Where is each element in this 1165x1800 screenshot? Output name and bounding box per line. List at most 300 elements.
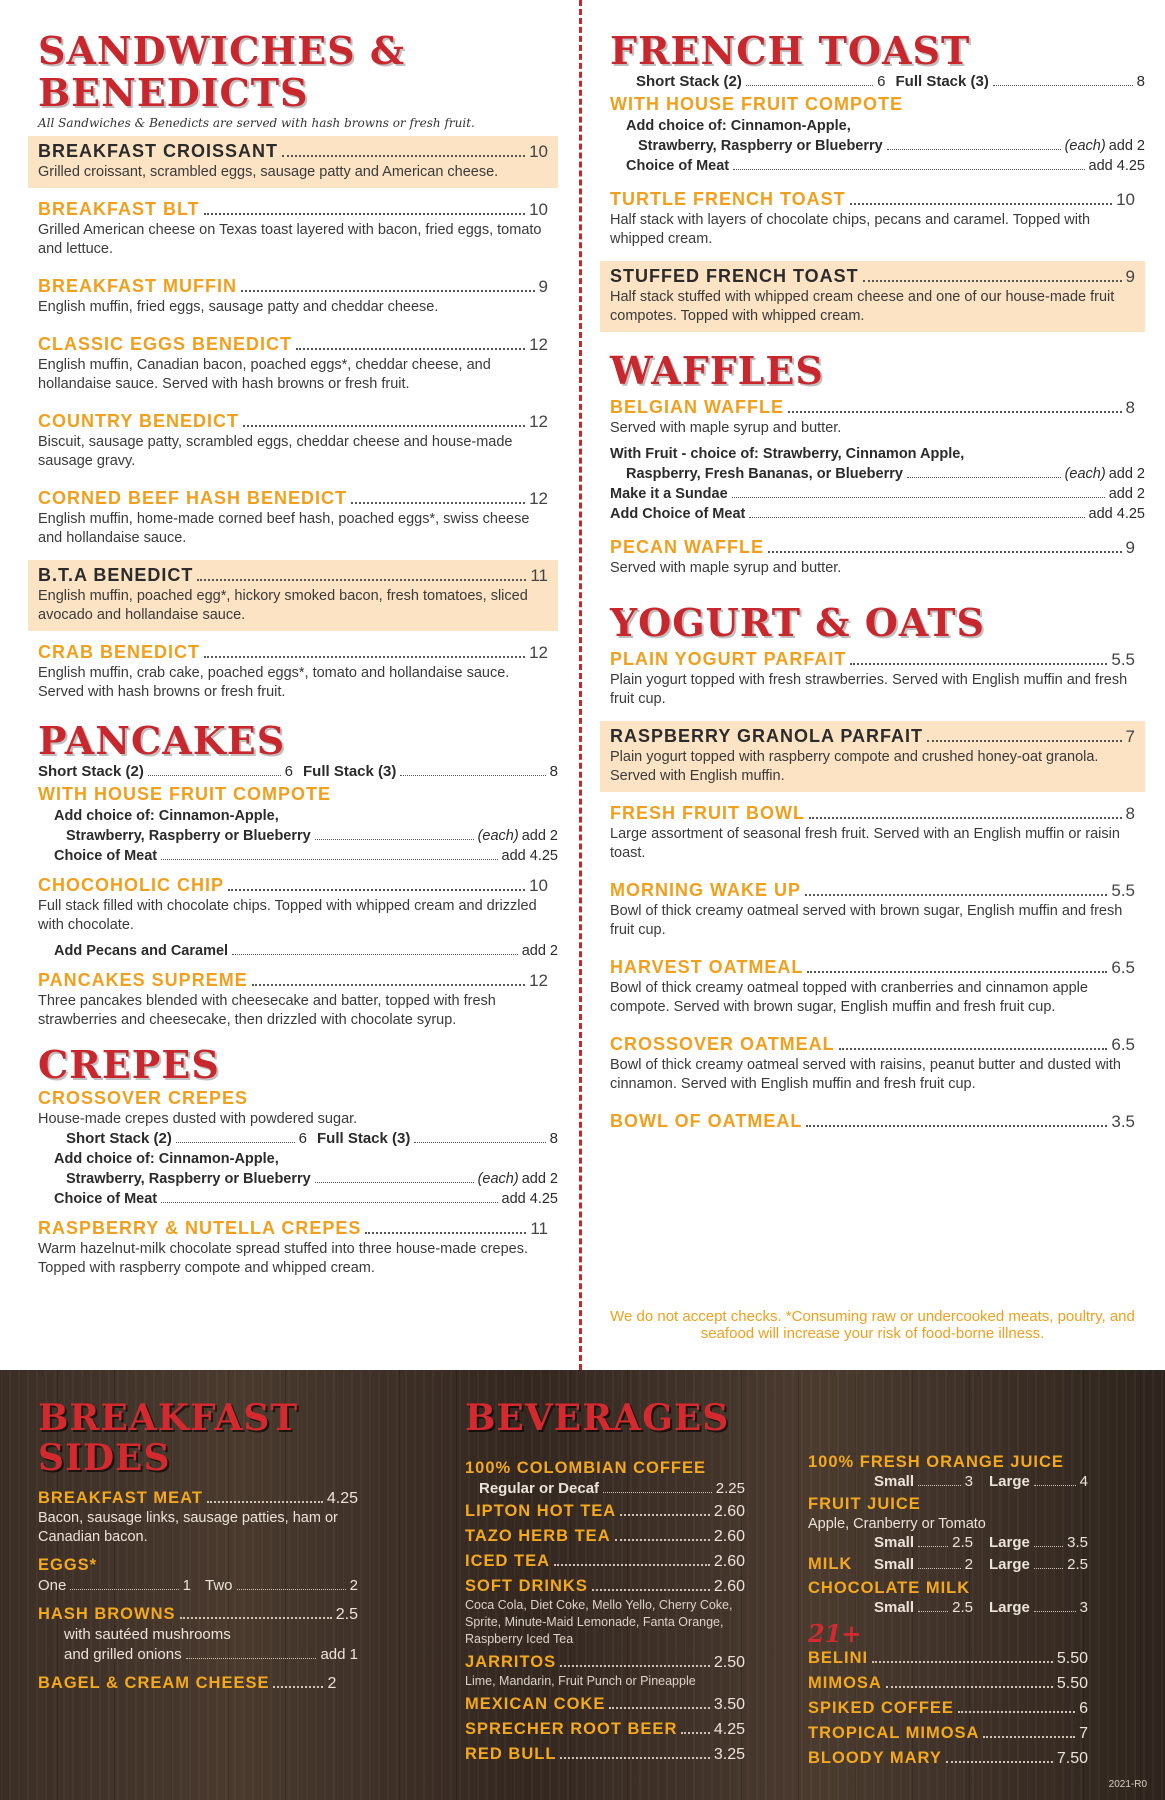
leader-dots bbox=[560, 1665, 710, 1667]
full-stack-label: Full Stack (3) bbox=[303, 763, 397, 780]
item-desc: Bowl of thick creamy oatmeal served with brown sugar, English muffin and fresh fruit cup. bbox=[610, 903, 1123, 938]
menu-text: 8 bbox=[549, 1130, 558, 1147]
beverages-column-2 bbox=[798, 1452, 1098, 1773]
stack-prices bbox=[600, 72, 1145, 92]
item-price: 9 bbox=[1125, 267, 1135, 286]
item-desc: Plain yogurt topped with raspberry compote and crushed honey-oat granola. Served with English muffin. bbox=[610, 749, 1099, 784]
section-title: BREAKFAST bbox=[38, 1397, 299, 1439]
menu-item bbox=[600, 261, 1145, 332]
menu-text: add 4.25 bbox=[501, 1191, 558, 1207]
yogurt-section bbox=[600, 602, 1145, 1139]
menu-text: 1 bbox=[182, 1577, 191, 1594]
full-stack-price: 8 bbox=[549, 763, 558, 780]
menu-item bbox=[798, 1723, 1098, 1744]
item-name: PANCAKES SUPREME bbox=[38, 970, 248, 990]
leader-dots bbox=[609, 1707, 710, 1709]
choice-row bbox=[28, 1149, 558, 1169]
leader-dots bbox=[907, 477, 1061, 478]
choice-row bbox=[600, 136, 1145, 156]
menu-item bbox=[600, 644, 1145, 715]
menu-text: 2.60 bbox=[713, 1503, 745, 1520]
menu-text: FRUIT JUICE bbox=[808, 1495, 921, 1513]
menu-item bbox=[28, 1555, 368, 1596]
leader-dots bbox=[315, 839, 474, 840]
menu-text: Small bbox=[874, 1556, 915, 1573]
crepes-section bbox=[28, 1044, 558, 1284]
leader-dots bbox=[273, 1686, 323, 1688]
menu-text: 7.50 bbox=[1056, 1750, 1088, 1767]
menu-text: add 2 bbox=[521, 1171, 558, 1187]
menu-item bbox=[28, 483, 558, 554]
item-desc: Plain yogurt topped with fresh strawberries. Served with English muffin and fresh fruit cup. bbox=[610, 672, 1128, 707]
item-name: TURTLE FRENCH TOAST bbox=[610, 189, 846, 209]
item-name: CHOCOHOLIC CHIP bbox=[38, 875, 224, 895]
menu-item bbox=[28, 1213, 558, 1284]
leader-dots bbox=[918, 1546, 948, 1547]
item-price: 9 bbox=[538, 277, 548, 296]
menu-text: 8 bbox=[1136, 73, 1145, 90]
menu-text: 2.5 bbox=[952, 1534, 973, 1551]
leader-dots bbox=[733, 169, 1084, 170]
item-name: B.T.A BENEDICT bbox=[38, 565, 194, 585]
menu-text: With Fruit - choice of: Strawberry, Cinnamon Apple, bbox=[610, 446, 965, 462]
item-name: MORNING WAKE UP bbox=[610, 880, 802, 900]
menu-item bbox=[28, 329, 558, 400]
leader-dots bbox=[232, 954, 518, 955]
stack-prices bbox=[28, 1129, 558, 1149]
menu-text: Strawberry, Raspberry or Blueberry bbox=[638, 138, 883, 154]
item-price: 5.5 bbox=[1111, 881, 1135, 900]
menu-text: Large bbox=[989, 1599, 1030, 1616]
menu-item bbox=[455, 1694, 755, 1715]
section-title: BENEDICTS bbox=[38, 70, 309, 115]
menu-text: 2.5 bbox=[952, 1599, 973, 1616]
menu-text: Strawberry, Raspberry or Blueberry bbox=[66, 828, 311, 844]
fruit-row bbox=[600, 464, 1145, 484]
menu-item bbox=[28, 870, 558, 941]
menu-text: Choice of Meat bbox=[626, 158, 730, 174]
leader-dots bbox=[204, 656, 525, 658]
menu-item bbox=[600, 721, 1145, 792]
short-stack-label: Short Stack (2) bbox=[38, 763, 144, 780]
item-name: HARVEST OATMEAL bbox=[610, 957, 804, 977]
menu-text: SPRECHER ROOT BEER bbox=[465, 1720, 678, 1738]
item-price: 8 bbox=[1125, 398, 1135, 417]
choice-row bbox=[28, 826, 558, 846]
item-price: 11 bbox=[530, 566, 548, 585]
item-name: FRESH FRUIT BOWL bbox=[610, 803, 805, 823]
leader-dots bbox=[365, 1232, 526, 1234]
item-name: HASH BROWNS bbox=[38, 1605, 176, 1623]
menu-text: RED BULL bbox=[465, 1745, 557, 1763]
menu-text: 2.25 bbox=[715, 1480, 745, 1497]
leader-dots bbox=[252, 984, 525, 986]
leader-dots bbox=[176, 1142, 295, 1143]
item-desc: Bacon, sausage links, sausage patties, ham or Canadian bacon. bbox=[38, 1510, 338, 1545]
menu-item bbox=[28, 560, 558, 631]
left-column bbox=[28, 30, 558, 1290]
section-title: SIDES bbox=[38, 1437, 171, 1479]
menu-text: 3.25 bbox=[713, 1746, 745, 1763]
leader-dots bbox=[204, 213, 525, 215]
menu-text: LIPTON HOT TEA bbox=[465, 1502, 617, 1520]
stack-prices bbox=[28, 762, 558, 782]
menu-text: CHOCOLATE MILK bbox=[808, 1579, 971, 1597]
menu-text: Small bbox=[874, 1534, 915, 1551]
version-code: 2021-R0 bbox=[1108, 1779, 1147, 1790]
item-name: CORNED BEEF HASH BENEDICT bbox=[38, 488, 348, 508]
item-name: CLASSIC EGGS BENEDICT bbox=[38, 334, 293, 354]
menu-text: BLOODY MARY bbox=[808, 1749, 942, 1767]
menu-item bbox=[28, 194, 558, 265]
item-price: 12 bbox=[529, 971, 548, 990]
menu-text: 2.60 bbox=[713, 1553, 745, 1570]
leader-dots bbox=[351, 502, 525, 504]
menu-text: MEXICAN COKE bbox=[465, 1695, 606, 1713]
menu-text: 2.60 bbox=[713, 1578, 745, 1595]
item-desc: Grilled American cheese on Texas toast layered with bacon, fried eggs, tomato and lettuce. bbox=[38, 222, 542, 257]
item-price: 8 bbox=[1125, 804, 1135, 823]
item-price: 6.5 bbox=[1111, 958, 1135, 977]
item-name: CROSSOVER OATMEAL bbox=[610, 1034, 835, 1054]
item-name: RASPBERRY GRANOLA PARFAIT bbox=[610, 726, 924, 746]
meat-row bbox=[28, 1189, 558, 1209]
menu-item bbox=[455, 1501, 755, 1522]
menu-text: Large bbox=[989, 1473, 1030, 1490]
menu-item bbox=[600, 875, 1145, 946]
leader-dots bbox=[180, 1617, 332, 1619]
menu-item bbox=[28, 1673, 368, 1694]
menu-text: Cinnamon-Apple, bbox=[730, 118, 851, 134]
leader-dots bbox=[296, 348, 525, 350]
menu-item bbox=[28, 271, 558, 323]
item-name: BREAKFAST BLT bbox=[38, 199, 200, 219]
menu-item bbox=[798, 1748, 1098, 1769]
pancakes-section bbox=[28, 720, 558, 1036]
menu-text: Two bbox=[205, 1577, 233, 1594]
menu-text: 2 bbox=[349, 1577, 358, 1594]
menu-text: 2.5 bbox=[1067, 1556, 1088, 1573]
menu-item bbox=[455, 1652, 755, 1690]
menu-text: 2.60 bbox=[713, 1528, 745, 1545]
meat-row bbox=[600, 504, 1145, 524]
leader-dots bbox=[282, 155, 525, 157]
menu-text: 2 bbox=[327, 1675, 337, 1692]
pecans-row bbox=[28, 941, 558, 961]
menu-text: 2.50 bbox=[713, 1654, 745, 1671]
waffles-section bbox=[600, 350, 1145, 584]
leader-dots bbox=[918, 1611, 948, 1612]
menu-text: Add Choice of Meat bbox=[610, 506, 746, 522]
leader-dots bbox=[807, 971, 1107, 973]
item-name: CRAB BENEDICT bbox=[38, 642, 201, 662]
menu-item bbox=[28, 406, 558, 477]
section-title: FRENCH TOAST bbox=[610, 28, 971, 73]
menu-item bbox=[798, 1698, 1098, 1719]
menu-text: 7 bbox=[1079, 1725, 1088, 1742]
menu-text: Add choice of: bbox=[54, 1151, 155, 1167]
item-desc: Bowl of thick creamy oatmeal topped with cranberries and cinnamon apple compote. Served with brown sugar, English muffin and fresh fruit cup. bbox=[610, 980, 1088, 1015]
item-price: 9 bbox=[1125, 538, 1135, 557]
item-desc: Grilled croissant, scrambled eggs, sausage patty and American cheese. bbox=[38, 164, 499, 180]
menu-text: TAZO HERB TEA bbox=[465, 1527, 611, 1545]
item-desc: Half stack stuffed with whipped cream cheese and one of our house-made fruit compotes. Topped with whipped cream. bbox=[610, 289, 1115, 324]
menu-item bbox=[600, 952, 1145, 1023]
menu-text: Choice of Meat bbox=[54, 848, 158, 864]
leader-dots bbox=[850, 203, 1112, 205]
menu-text: 4.25 bbox=[326, 1490, 358, 1507]
menu-text: with sautéed mushrooms bbox=[64, 1626, 231, 1643]
menu-text: Large bbox=[989, 1534, 1030, 1551]
menu-text: Add Pecans and Caramel bbox=[54, 943, 229, 959]
menu-text: Short Stack (2) bbox=[66, 1130, 172, 1147]
leader-dots bbox=[788, 411, 1122, 413]
column-divider bbox=[579, 0, 582, 1370]
menu-item bbox=[455, 1744, 755, 1765]
menu-text: 4 bbox=[1079, 1473, 1088, 1490]
item-name: STUFFED FRENCH TOAST bbox=[610, 266, 859, 286]
menu-text: BELINI bbox=[808, 1649, 869, 1667]
beverages-column bbox=[455, 1398, 755, 1769]
leader-dots bbox=[809, 817, 1122, 819]
menu-text: 4.25 bbox=[713, 1721, 745, 1738]
leader-dots bbox=[927, 740, 1122, 742]
choice-row bbox=[28, 1169, 558, 1189]
leader-dots bbox=[850, 663, 1107, 665]
leader-dots bbox=[872, 1661, 1053, 1663]
menu-item bbox=[798, 1555, 1098, 1574]
menu-text: add 4.25 bbox=[1088, 506, 1145, 522]
item-desc: English muffin, crab cake, poached eggs*, tomato and hollandaise sauce. Served with hash browns or fresh fruit. bbox=[38, 665, 510, 700]
section-title: YOGURT & OATS bbox=[610, 600, 986, 645]
leader-dots bbox=[197, 579, 526, 581]
item-desc: Lime, Mandarin, Fruit Punch or Pineapple bbox=[465, 1674, 696, 1688]
section-title: SANDWICHES & bbox=[38, 28, 406, 73]
leader-dots bbox=[161, 859, 497, 860]
item-name: BAGEL & CREAM CHEESE bbox=[38, 1674, 270, 1692]
leader-dots bbox=[1034, 1485, 1076, 1486]
leader-dots bbox=[946, 1761, 1053, 1763]
menu-text: add 4.25 bbox=[1088, 158, 1145, 174]
item-name: BREAKFAST MUFFIN bbox=[38, 276, 237, 296]
item-price: 12 bbox=[529, 489, 548, 508]
menu-item bbox=[600, 532, 1145, 584]
leader-dots bbox=[806, 1125, 1107, 1127]
item-desc: House-made crepes dusted with powdered sugar. bbox=[38, 1111, 358, 1127]
menu-item bbox=[600, 1029, 1145, 1100]
choice-row bbox=[600, 116, 1145, 136]
menu-text: Make it a Sundae bbox=[610, 486, 728, 502]
menu-item bbox=[798, 1673, 1098, 1694]
menu-item bbox=[798, 1494, 1098, 1551]
leader-dots bbox=[554, 1564, 710, 1566]
compote-heading: WITH HOUSE FRUIT COMPOTE bbox=[38, 784, 331, 804]
item-desc: Half stack with layers of chocolate chips, pecans and caramel. Topped with whipped cream. bbox=[610, 212, 1091, 247]
menu-text: 2 bbox=[964, 1556, 973, 1573]
item-name: PECAN WAFFLE bbox=[610, 537, 764, 557]
menu-text: Add choice of: bbox=[626, 118, 727, 134]
item-price: 10 bbox=[529, 142, 548, 161]
item-desc: Served with maple syrup and butter. bbox=[610, 420, 842, 436]
leader-dots bbox=[863, 280, 1122, 282]
menu-text: Choice of Meat bbox=[54, 1191, 158, 1207]
leader-dots bbox=[839, 1048, 1108, 1050]
short-stack-price: 6 bbox=[284, 763, 293, 780]
menu-text: add 2 bbox=[1108, 138, 1145, 154]
leader-dots bbox=[993, 85, 1133, 86]
menu-text: add 2 bbox=[521, 943, 558, 959]
menu-text: 3 bbox=[964, 1473, 973, 1490]
section-note: All Sandwiches & Benedicts are served with hash browns or fresh fruit. bbox=[38, 116, 475, 130]
menu-item bbox=[600, 798, 1145, 869]
leader-dots bbox=[241, 290, 535, 292]
leader-dots bbox=[749, 517, 1084, 518]
menu-item bbox=[455, 1576, 755, 1648]
french-toast-section bbox=[600, 30, 1145, 332]
leader-dots bbox=[315, 1182, 474, 1183]
menu-text: Raspberry, Fresh Bananas, or Blueberry bbox=[626, 466, 903, 482]
menu-text: 3.5 bbox=[1067, 1534, 1088, 1551]
sides-column bbox=[28, 1398, 368, 1698]
menu-item bbox=[798, 1578, 1098, 1616]
item-price: 12 bbox=[529, 412, 548, 431]
item-price: 11 bbox=[530, 1219, 548, 1238]
item-price: 12 bbox=[529, 643, 548, 662]
menu-text: Small bbox=[874, 1473, 915, 1490]
menu-text: Full Stack (3) bbox=[317, 1130, 411, 1147]
leader-dots bbox=[886, 1686, 1053, 1688]
item-name: 100% COLOMBIAN COFFEE bbox=[465, 1459, 707, 1477]
item-name: BREAKFAST CROISSANT bbox=[38, 141, 279, 161]
menu-text: add 1 bbox=[320, 1646, 358, 1663]
menu-item bbox=[798, 1452, 1098, 1490]
item-price: 5.5 bbox=[1111, 650, 1135, 669]
menu-text: add 2 bbox=[1108, 466, 1145, 482]
menu-text: 3.50 bbox=[713, 1696, 745, 1713]
item-price: 10 bbox=[529, 876, 548, 895]
leader-dots bbox=[681, 1732, 710, 1734]
menu-text: (each) bbox=[1064, 466, 1106, 482]
menu-item bbox=[455, 1526, 755, 1547]
menu-text: Full Stack (3) bbox=[895, 73, 989, 90]
leader-dots bbox=[1034, 1611, 1076, 1612]
leader-dots bbox=[805, 894, 1107, 896]
leader-dots bbox=[237, 1589, 346, 1590]
menu-item bbox=[28, 965, 558, 1036]
leader-dots bbox=[243, 425, 525, 427]
menu-text: add 2 bbox=[1108, 486, 1145, 502]
menu-item bbox=[600, 184, 1145, 255]
menu-text: TROPICAL MIMOSA bbox=[808, 1724, 980, 1742]
item-desc: Three pancakes blended with cheesecake and batter, topped with fresh strawberries and cheesecake, then drizzled with chocolate syrup. bbox=[38, 993, 496, 1028]
item-price: 6.5 bbox=[1111, 1035, 1135, 1054]
item-desc: Biscuit, sausage patty, scrambled eggs, cheddar cheese and house-made sausage gravy. bbox=[38, 434, 513, 469]
leader-dots bbox=[918, 1485, 961, 1486]
item-price: 10 bbox=[1116, 190, 1135, 209]
leader-dots bbox=[161, 1202, 497, 1203]
item-desc: Large assortment of seasonal fresh fruit. Served with an English muffin or raisin toast. bbox=[610, 826, 1120, 861]
leader-dots bbox=[148, 775, 281, 776]
menu-text: Small bbox=[874, 1599, 915, 1616]
menu-text: (each) bbox=[477, 1171, 519, 1187]
menu-item bbox=[28, 1488, 368, 1547]
leader-dots bbox=[228, 889, 525, 891]
item-desc: Bowl of thick creamy oatmeal served with raisins, peanut butter and dusted with cinnamon. Served with English muffin and fresh fruit cup. bbox=[610, 1057, 1121, 1092]
item-desc: Warm hazelnut-milk chocolate spread stuffed into three house-made crepes. Topped with raspberry compote and whipped cream. bbox=[38, 1241, 529, 1276]
menu-item bbox=[798, 1648, 1098, 1669]
leader-dots bbox=[887, 149, 1061, 150]
leader-dots bbox=[560, 1757, 709, 1759]
right-column bbox=[600, 30, 1145, 1145]
menu-text: ICED TEA bbox=[465, 1552, 551, 1570]
leader-dots bbox=[414, 1142, 545, 1143]
leader-dots bbox=[615, 1539, 710, 1541]
menu-text: 6 bbox=[1079, 1700, 1088, 1717]
leader-dots bbox=[186, 1658, 317, 1659]
menu-text: Large bbox=[989, 1556, 1030, 1573]
item-price: 12 bbox=[529, 335, 548, 354]
item-desc: Coca Cola, Diet Coke, Mello Yello, Cherry Coke, Sprite, Minute-Maid Lemonade, Fanta Orange, Raspberry Iced Tea bbox=[465, 1598, 733, 1646]
item-desc: English muffin, fried eggs, sausage patty and cheddar cheese. bbox=[38, 299, 439, 315]
choice-row bbox=[28, 806, 558, 826]
bottom-band bbox=[0, 1370, 1165, 1800]
menu-text: 6 bbox=[298, 1130, 307, 1147]
menu-item bbox=[28, 136, 558, 188]
menu-text: (each) bbox=[1064, 138, 1106, 154]
menu-item bbox=[600, 1106, 1145, 1139]
menu-text: 2.5 bbox=[335, 1606, 358, 1623]
section-title: CREPES bbox=[38, 1042, 220, 1087]
menu-text: 6 bbox=[877, 73, 886, 90]
item-name: PLAIN YOGURT PARFAIT bbox=[610, 649, 847, 669]
item-price: 7 bbox=[1125, 727, 1135, 746]
menu-item bbox=[455, 1719, 755, 1740]
menu-text: 3 bbox=[1079, 1599, 1088, 1616]
leader-dots bbox=[207, 1501, 323, 1503]
sandwiches-section bbox=[28, 30, 558, 708]
item-name: RASPBERRY & NUTELLA CREPES bbox=[38, 1218, 362, 1238]
menu-text: MILK bbox=[808, 1555, 853, 1573]
menu-text: SPIKED COFFEE bbox=[808, 1699, 954, 1717]
menu-text: Cinnamon-Apple, bbox=[158, 808, 279, 824]
menu-text: Strawberry, Raspberry or Blueberry bbox=[66, 1171, 311, 1187]
item-desc: English muffin, poached egg*, hickory smoked bacon, fresh tomatoes, sliced avocado and hollandaise sauce. bbox=[38, 588, 528, 623]
crossover-crepes-name: CROSSOVER CREPES bbox=[38, 1088, 249, 1108]
item-name: BREAKFAST MEAT bbox=[38, 1489, 203, 1507]
menu-text: add 2 bbox=[521, 828, 558, 844]
menu-item bbox=[455, 1458, 755, 1499]
leader-dots bbox=[983, 1736, 1075, 1738]
leader-dots bbox=[70, 1589, 178, 1590]
menu-text: Add choice of: bbox=[54, 808, 155, 824]
menu-text: 5.50 bbox=[1056, 1675, 1088, 1692]
menu-text: MIMOSA bbox=[808, 1674, 882, 1692]
compote-heading: WITH HOUSE FRUIT COMPOTE bbox=[610, 94, 903, 114]
meat-row bbox=[600, 156, 1145, 176]
item-name: EGGS* bbox=[38, 1556, 98, 1574]
leader-dots bbox=[620, 1514, 710, 1516]
menu-text: 5.50 bbox=[1056, 1650, 1088, 1667]
leader-dots bbox=[918, 1568, 961, 1569]
item-name: COUNTRY BENEDICT bbox=[38, 411, 240, 431]
leader-dots bbox=[1034, 1546, 1063, 1547]
menu-text: and grilled onions bbox=[64, 1646, 182, 1663]
menu-text: Cinnamon-Apple, bbox=[158, 1151, 279, 1167]
leader-dots bbox=[958, 1711, 1075, 1713]
leader-dots bbox=[592, 1589, 710, 1591]
leader-dots bbox=[400, 775, 545, 776]
menu-item bbox=[455, 1551, 755, 1572]
